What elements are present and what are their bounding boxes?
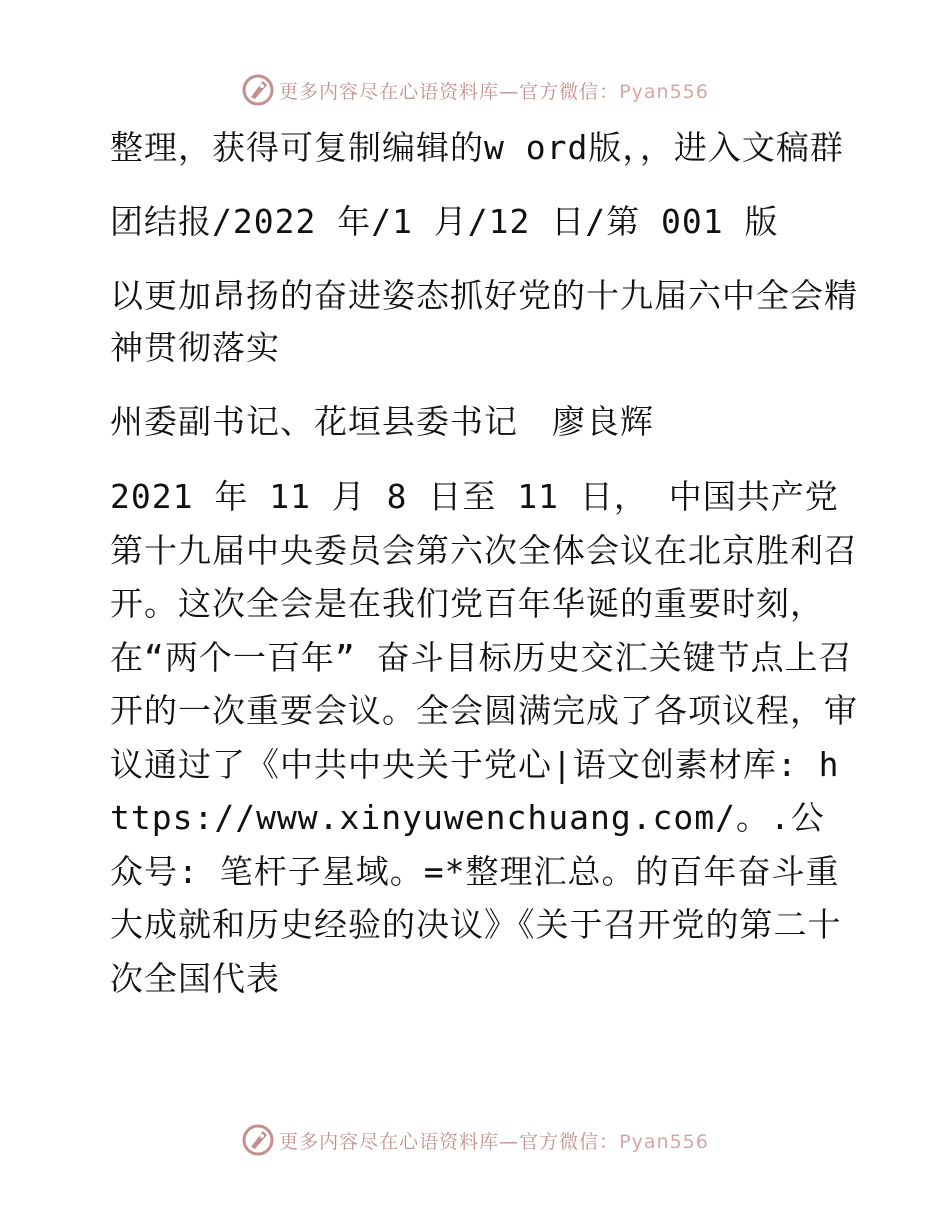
document-note: 整理，获得可复制编辑的w ord版，，进入文稿群 [110, 128, 844, 167]
document-body: 2021 年 11 月 8 日至 11 日， 中国共产党第十九届中央委员会第六次全体会议在北京胜利召开。这次全会是在我们党百年华诞的重要时刻，在“两个一百年” 奋斗目标历史交汇关键节点上召开的一次重要会议。全会圆满完成了各项议程，审议通过了《中共中央关于党心|语文创素材库: https://www.xinyuwenchuang.com/。.公众号: 笔杆子星域。=*整理汇总。的百年奋斗重大成就和历史经验的决议》《关于召开党的第二十次全国代表 [110, 477, 858, 998]
document-content [98, 118, 858, 1005]
watermark-suffix: 官方微信： [519, 1130, 620, 1153]
footer-watermark [0, 1120, 950, 1160]
watermark-separator: — [499, 80, 520, 103]
watermark-suffix: 官方微信： [519, 80, 620, 103]
watermark-main: 更多内容尽在心语资料库 [279, 1130, 500, 1153]
watermark-id: Pyan556 [619, 1130, 709, 1153]
watermark-main: 更多内容尽在心语资料库 [279, 80, 500, 103]
document-source: 团结报/2022 年/1 月/12 日/第 001 版 [110, 202, 779, 241]
watermark-separator: — [499, 1130, 520, 1153]
watermark-text [279, 1127, 709, 1154]
watermark-id: Pyan556 [619, 80, 709, 103]
pen-nib-logo-icon [241, 73, 275, 107]
header-watermark [0, 70, 950, 110]
document-title: 以更加昂扬的奋进姿态抓好党的十九届六中全会精神贯彻落实 [110, 276, 858, 367]
document-author: 州委副书记、花垣县委书记 廖良辉 [110, 402, 654, 441]
pen-nib-logo-icon [241, 1123, 275, 1157]
watermark-text [279, 77, 709, 104]
